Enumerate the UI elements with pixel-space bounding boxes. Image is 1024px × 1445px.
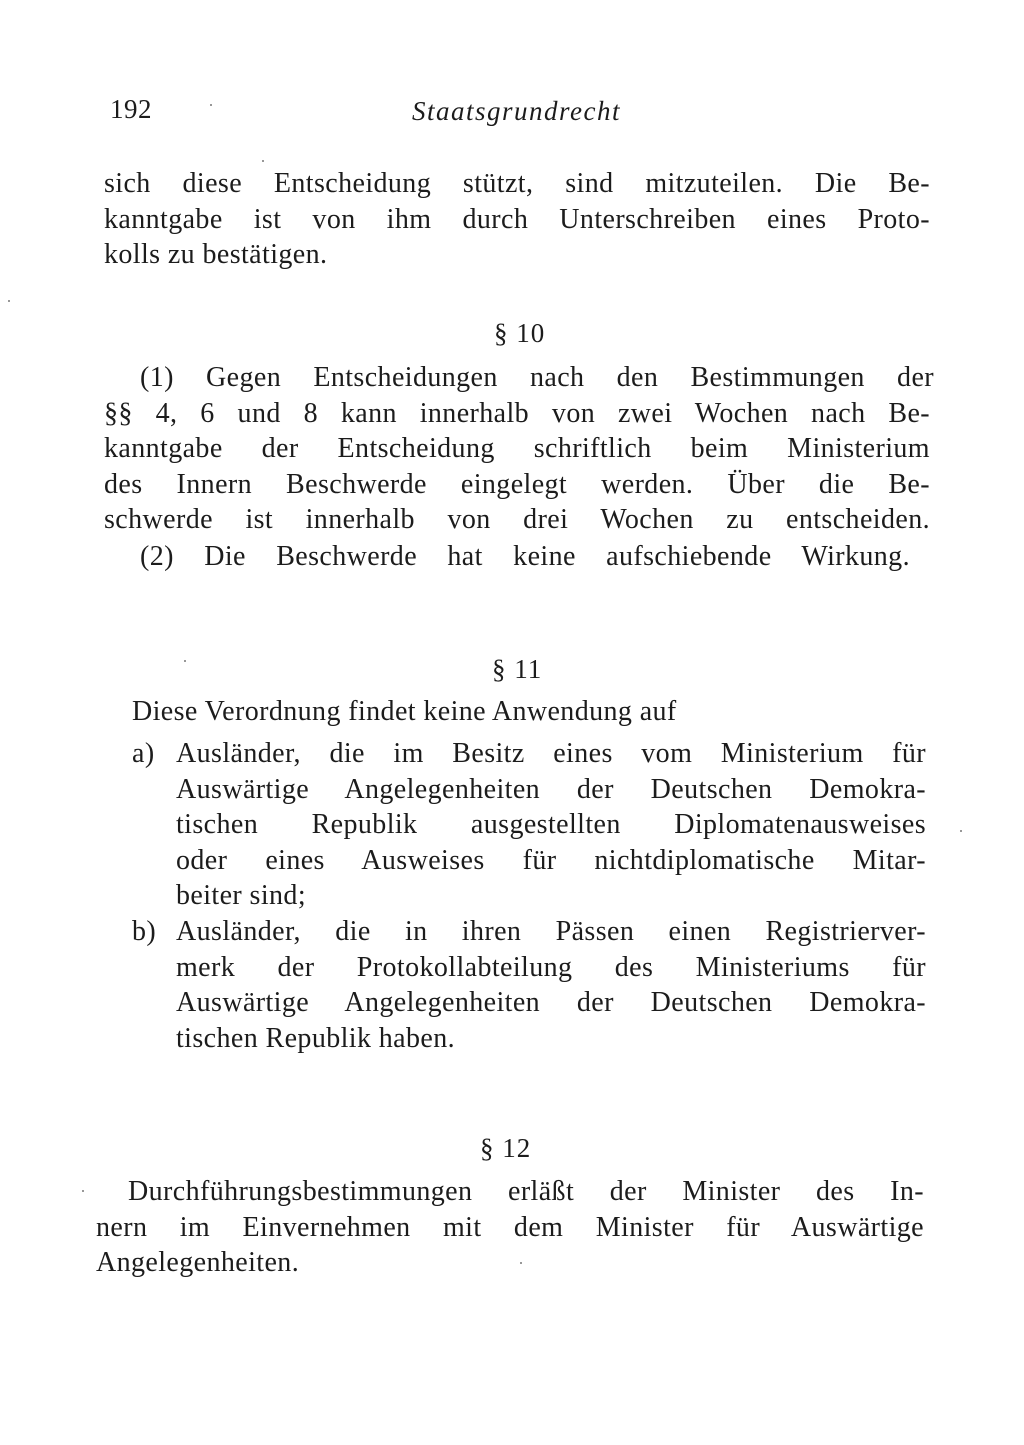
scan-speck [82,1190,84,1192]
text-line: oder eines Ausweises für nichtdiplomatische Mitar- [176,844,926,876]
scan-speck [262,160,264,162]
text-line: (2) Die Beschwerde hat keine aufschiebende Wirkung. [140,541,910,572]
text-line: des Innern Beschwerde eingelegt werden. Über die Be- [104,468,930,500]
text-line: Auswärtige Angelegenheiten der Deutschen Demokra- [176,987,926,1018]
text-line: §§ 4, 6 und 8 kann innerhalb von zwei Wochen nach Be- [104,397,930,429]
section-11-item-a [132,736,932,916]
item-marker: a) [132,738,155,769]
section-10-heading: § 10 [494,318,546,348]
text-line: tischen Republik haben. [176,1022,456,1054]
text-line: tischen Republik ausgestellten Diplomatenausweises [176,809,926,840]
section-10-paragraph-2 [140,539,910,575]
text-line: Angelegenheiten. [96,1247,300,1278]
text-line: merk der Protokollabteilung des Ministeriums für [176,951,926,983]
section-11-heading: § 11 [492,654,543,684]
section-10-paragraph-1-cont [104,396,930,538]
text-line: Durchführungsbestimmungen erläßt der Minister des In- [128,1176,924,1207]
text-line: kolls zu bestätigen. [104,239,328,270]
text-line: Auswärtige Angelegenheiten der Deutschen Demokra- [176,773,926,805]
text-line: nern im Einvernehmen mit dem Minister für Auswärtige [96,1211,924,1243]
section-12-paragraph-cont [96,1210,924,1281]
item-marker: b) [132,916,157,947]
scan-speck [520,1262,522,1264]
text-line: Ausländer, die in ihren Pässen einen Registrierver- [176,916,926,947]
section-11-intro [132,694,832,730]
running-title: Staatsgrundrecht [412,96,621,126]
scan-speck [184,660,186,662]
scan-speck [8,300,10,302]
text-line: kanntgabe ist von ihm durch Unterschreiben eines Proto- [104,203,930,235]
item-text [176,914,926,1056]
section-12-paragraph [128,1174,924,1210]
text-line: (1) Gegen Entscheidungen nach den Bestimmungen der [140,362,934,393]
text-line: beiter sind; [176,880,306,911]
intro-paragraph [104,166,930,273]
scan-speck [960,830,962,832]
section-12-heading: § 12 [480,1133,532,1163]
text-line: schwerde ist innerhalb von drei Wochen zu entscheiden. [104,504,930,535]
text-line: Ausländer, die im Besitz eines vom Ministerium für [176,738,926,769]
scan-speck [210,104,212,106]
text-line: kanntgabe der Entscheidung schriftlich beim Ministerium [104,433,930,464]
item-text [176,736,926,914]
text-line: Diese Verordnung findet keine Anwendung auf [132,696,677,727]
page-number: 192 [110,94,152,124]
section-10-paragraph-1 [140,360,934,396]
section-11-item-b [132,914,932,1059]
text-line: sich diese Entscheidung stützt, sind mitzuteilen. Die Be- [104,168,930,199]
